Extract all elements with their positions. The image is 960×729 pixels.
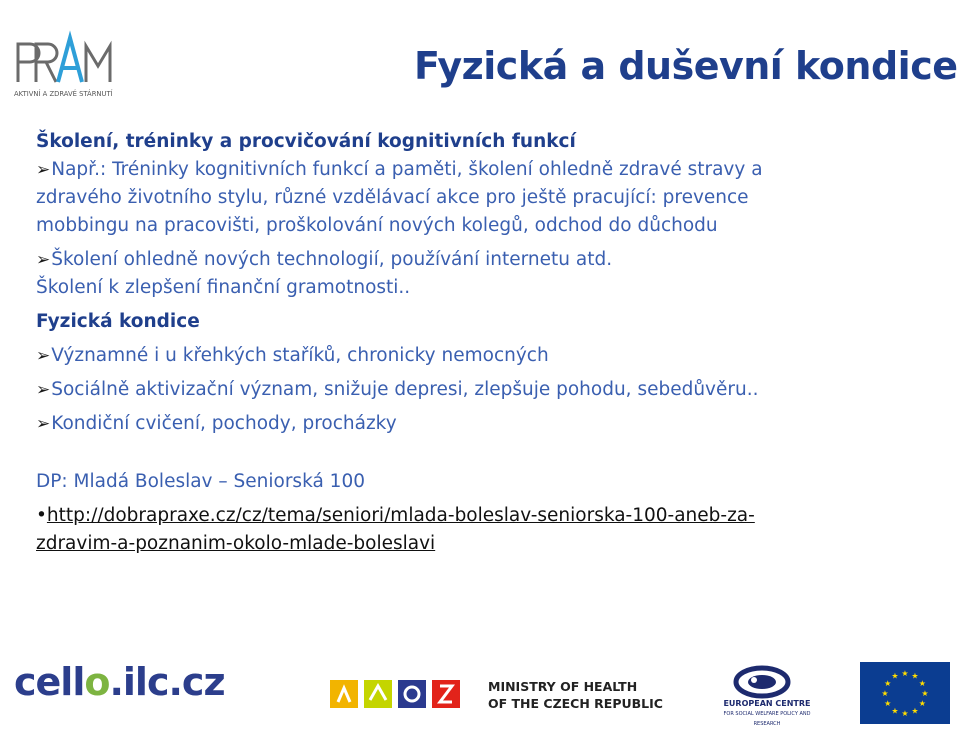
eu-star-icon: ★ [911, 671, 919, 681]
bullet-cognitive-1: ➢Např.: Tréninky kognitivních funkcí a paměti, školení ohledně zdravé stravy a [36, 159, 763, 180]
arrow-bullet-icon: ➢ [36, 414, 51, 434]
arrow-bullet-icon: ➢ [36, 346, 51, 366]
bullet-social: ➢Sociálně aktivizační význam, snižuje depresi, zlepšuje pohodu, sebedůvěru.. [36, 379, 759, 400]
good-practice-line: DP: Mladá Boleslav – Seniorská 100 [36, 471, 365, 492]
bullet-financial: Školení k zlepšení finanční gramotnosti.. [36, 277, 411, 298]
eu-star-icon: ★ [901, 709, 909, 718]
bullet-important: ➢Významné i u křehkých staříků, chronicky nemocných [36, 345, 549, 366]
eu-star-icon: ★ [921, 689, 929, 698]
eu-star-icon: ★ [891, 706, 899, 716]
ministry-of-health-label: MINISTRY OF HEALTH OF THE CZECH REPUBLIC [488, 679, 663, 711]
arrow-bullet-icon: ➢ [36, 380, 51, 400]
dot-bullet-icon: • [36, 505, 47, 526]
bullet-exercise: ➢Kondiční cvičení, pochody, procházky [36, 413, 397, 434]
eu-star-icon: ★ [901, 669, 909, 678]
bullet-cognitive-2: zdravého životního stylu, různé vzdělávací akce pro ještě pracující: prevence [36, 187, 749, 208]
bullet-cognitive-3: mobbingu na pracovišti, proškolování nových kolegů, odchod do důchodu [36, 215, 718, 236]
ministry-color-blocks-icon [330, 676, 480, 712]
eu-star-icon: ★ [911, 706, 919, 716]
link-line-1[interactable]: •http://dobrapraxe.cz/cz/tema/seniori/mlada-boleslav-seniorska-100-aneb-za- [36, 505, 755, 526]
eu-star-icon: ★ [891, 671, 899, 681]
arrow-bullet-icon: ➢ [36, 250, 51, 270]
section-heading-physical: Fyzická kondice [36, 311, 200, 332]
eu-star-icon: ★ [918, 679, 926, 688]
link-line-2[interactable]: zdravim-a-poznanim-okolo-mlade-boleslavi [36, 533, 436, 554]
eu-star-icon: ★ [884, 679, 892, 688]
page-title: Fyzická a duševní kondice [414, 44, 958, 88]
eu-star-icon: ★ [881, 689, 889, 698]
svg-text:AKTIVNÍ A ZDRAVÉ STÁRNUTÍ: AKTIVNÍ A ZDRAVÉ STÁRNUTÍ [14, 90, 113, 98]
eu-star-icon: ★ [884, 699, 892, 708]
slide-content [36, 128, 946, 558]
bullet-technology: ➢Školení ohledně nových technologií, používání internetu atd. [36, 249, 613, 270]
section-heading-training: Školení, tréninky a procvičování kognitivních funkcí [36, 131, 576, 152]
arrow-bullet-icon: ➢ [36, 160, 51, 180]
cello-logo: cello.ilc.cz [14, 660, 225, 704]
eu-star-icon: ★ [918, 699, 926, 708]
eu-flag-icon [860, 662, 950, 724]
european-centre-label: EUROPEAN CENTRE FOR SOCIAL WELFARE POLICY AND RESEARCH [723, 699, 811, 727]
pram-logo [12, 30, 132, 102]
